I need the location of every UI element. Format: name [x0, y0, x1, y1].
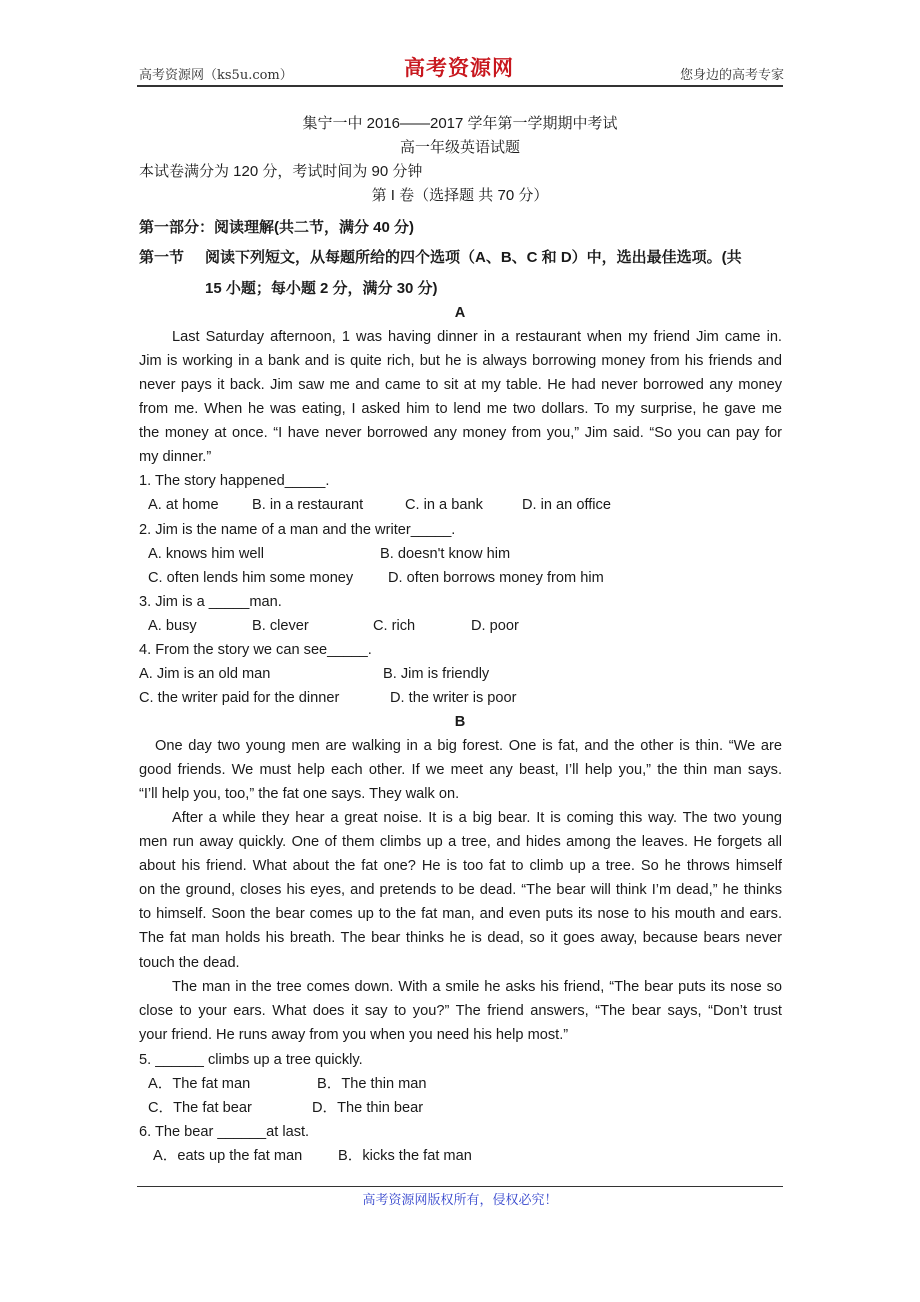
exam-info: 本试卷满分为 120 分，考试时间为 90 分钟: [139, 163, 423, 180]
passage-line: Jim is working in a bank and is quite rich, but he is always borrowing money from his friends and: [139, 353, 782, 369]
option: C. rich: [373, 618, 416, 634]
section-instructions: [139, 247, 782, 269]
option: A. busy: [148, 618, 197, 634]
header-divider: [137, 85, 783, 87]
option: D. poor: [471, 618, 519, 634]
question-4-options: [139, 663, 782, 685]
option: C. often lends him some money: [148, 570, 354, 586]
passage-line: “I’ll help you, too,” the fat one says. They walk on.: [139, 786, 460, 802]
option: B. Jim is friendly: [383, 666, 490, 682]
option: A．The fat man: [148, 1076, 251, 1092]
option: D. the writer is poor: [390, 690, 517, 706]
question-1: 1. The story happened_____.: [139, 473, 330, 489]
option: B. in a restaurant: [252, 497, 364, 513]
option: C. in a bank: [405, 497, 483, 513]
passage-line: Last Saturday afternoon, 1 was having dinner in a restaurant when my friend Jim came in.: [172, 329, 782, 345]
passage-line: about his friend. What about the fat one? He is too fat to climb up a tree. So he throws himself: [139, 858, 782, 874]
question-3: 3. Jim is a _____man.: [139, 594, 282, 610]
option: B. clever: [252, 618, 309, 634]
passage-line: from me. When he was eating, I asked him to lend me two dollars. To my surprise, he gave me: [139, 401, 782, 417]
passage-line: After a while they hear a great noise. It is a big bear. It is coming this way. The two young: [172, 810, 782, 826]
question-2: 2. Jim is the name of a man and the writer_____.: [139, 522, 456, 538]
option: A．eats up the fat man: [153, 1148, 303, 1164]
passage-line: close to your ears. What does it say to you?” The friend answers, “The bear says, “Don’t trust: [139, 1003, 782, 1019]
passage-line: The fat man holds his breath. The bear thinks he is dead, so it goes away, because bears never: [139, 930, 782, 946]
option: A. Jim is an old man: [139, 666, 271, 682]
option: D. often borrows money from him: [388, 570, 604, 586]
option: B．kicks the fat man: [338, 1148, 472, 1164]
site-logo: 高考资源网: [404, 55, 514, 80]
part-heading: 第一部分：阅读理解(共二节，满分 40 分): [139, 219, 415, 236]
question-2-options: [139, 543, 782, 565]
question-5-options: [139, 1073, 782, 1095]
passage-line: my dinner.”: [139, 449, 212, 465]
passage-line: One day two young men are walking in a big forest. One is fat, and the other is thin. “We are: [155, 738, 782, 754]
passage-line: never pays it back. Jim saw me and came to sit at my table. He had never borrowed any money: [139, 377, 782, 393]
footer-copyright: 高考资源网版权所有，侵权必究！: [362, 1193, 558, 1208]
passage-line: touch the dead.: [139, 955, 240, 971]
passage-line: your friend. He runs away from you when you need his help most.”: [139, 1027, 569, 1043]
exam-subtitle: 高一年级英语试题: [399, 139, 520, 156]
option: D. in an office: [522, 497, 611, 513]
option: A. at home: [148, 497, 219, 513]
passage-line: to himself. Soon the bear comes up to the fat man, and even puts its nose to his mouth and ears.: [139, 906, 782, 922]
section-text: 阅读下列短文，从每题所给的四个选项（A、B、C 和 D）中，选出最佳选项。(共: [205, 249, 742, 266]
passage-a-label: A: [454, 305, 466, 321]
question-4-options-cont: [139, 687, 782, 709]
footer-divider: [137, 1186, 783, 1187]
passage-line: men run away quickly. One of them climbs up a tree, and hides among the leaves. He forgets all: [139, 834, 782, 850]
option: C．The fat bear: [148, 1100, 252, 1116]
passage-line: good friends. We must help each other. If we meet any beast, I’ll help you,” the thin man says.: [139, 762, 782, 778]
passage-b-label: B: [454, 714, 466, 730]
header-slogan: 您身边的高考专家: [679, 68, 784, 83]
question-6-options: [139, 1145, 782, 1167]
exam-title: 集宁一中 2016——2017 学年第一学期期中考试: [302, 115, 618, 132]
option: B．The thin man: [317, 1076, 427, 1092]
question-4: 4. From the story we can see_____.: [139, 642, 372, 658]
question-5-options-cont: [139, 1097, 782, 1119]
question-5: 5. ______ climbs up a tree quickly.: [139, 1052, 363, 1068]
question-6: 6. The bear ______at last.: [139, 1124, 310, 1140]
passage-line: the money at once. “I have never borrowed any money from you,” Jim said. “So you can pay for: [139, 425, 782, 441]
passage-line: The man in the tree comes down. With a smile he asks his friend, “The bear puts its nose so: [172, 979, 782, 995]
question-1-options: [139, 494, 782, 516]
option: C. the writer paid for the dinner: [139, 690, 340, 706]
option: D．The thin bear: [312, 1100, 424, 1116]
header-site-name: 高考资源网（ks5u.com）: [139, 68, 293, 83]
option: B. doesn't know him: [380, 546, 511, 562]
volume-heading: 第 I 卷（选择题 共 70 分）: [371, 187, 549, 204]
passage-line: on the ground, closes his eyes, and pretends to be dead. “The bear will think I’m dead,” he thinks: [139, 882, 782, 898]
option: A. knows him well: [148, 546, 264, 562]
section-text-cont: 15 小题；每小题 2 分，满分 30 分): [205, 280, 438, 297]
question-2-options-cont: [139, 567, 782, 589]
section-label: 第一节: [139, 249, 185, 266]
question-3-options: [139, 615, 782, 637]
